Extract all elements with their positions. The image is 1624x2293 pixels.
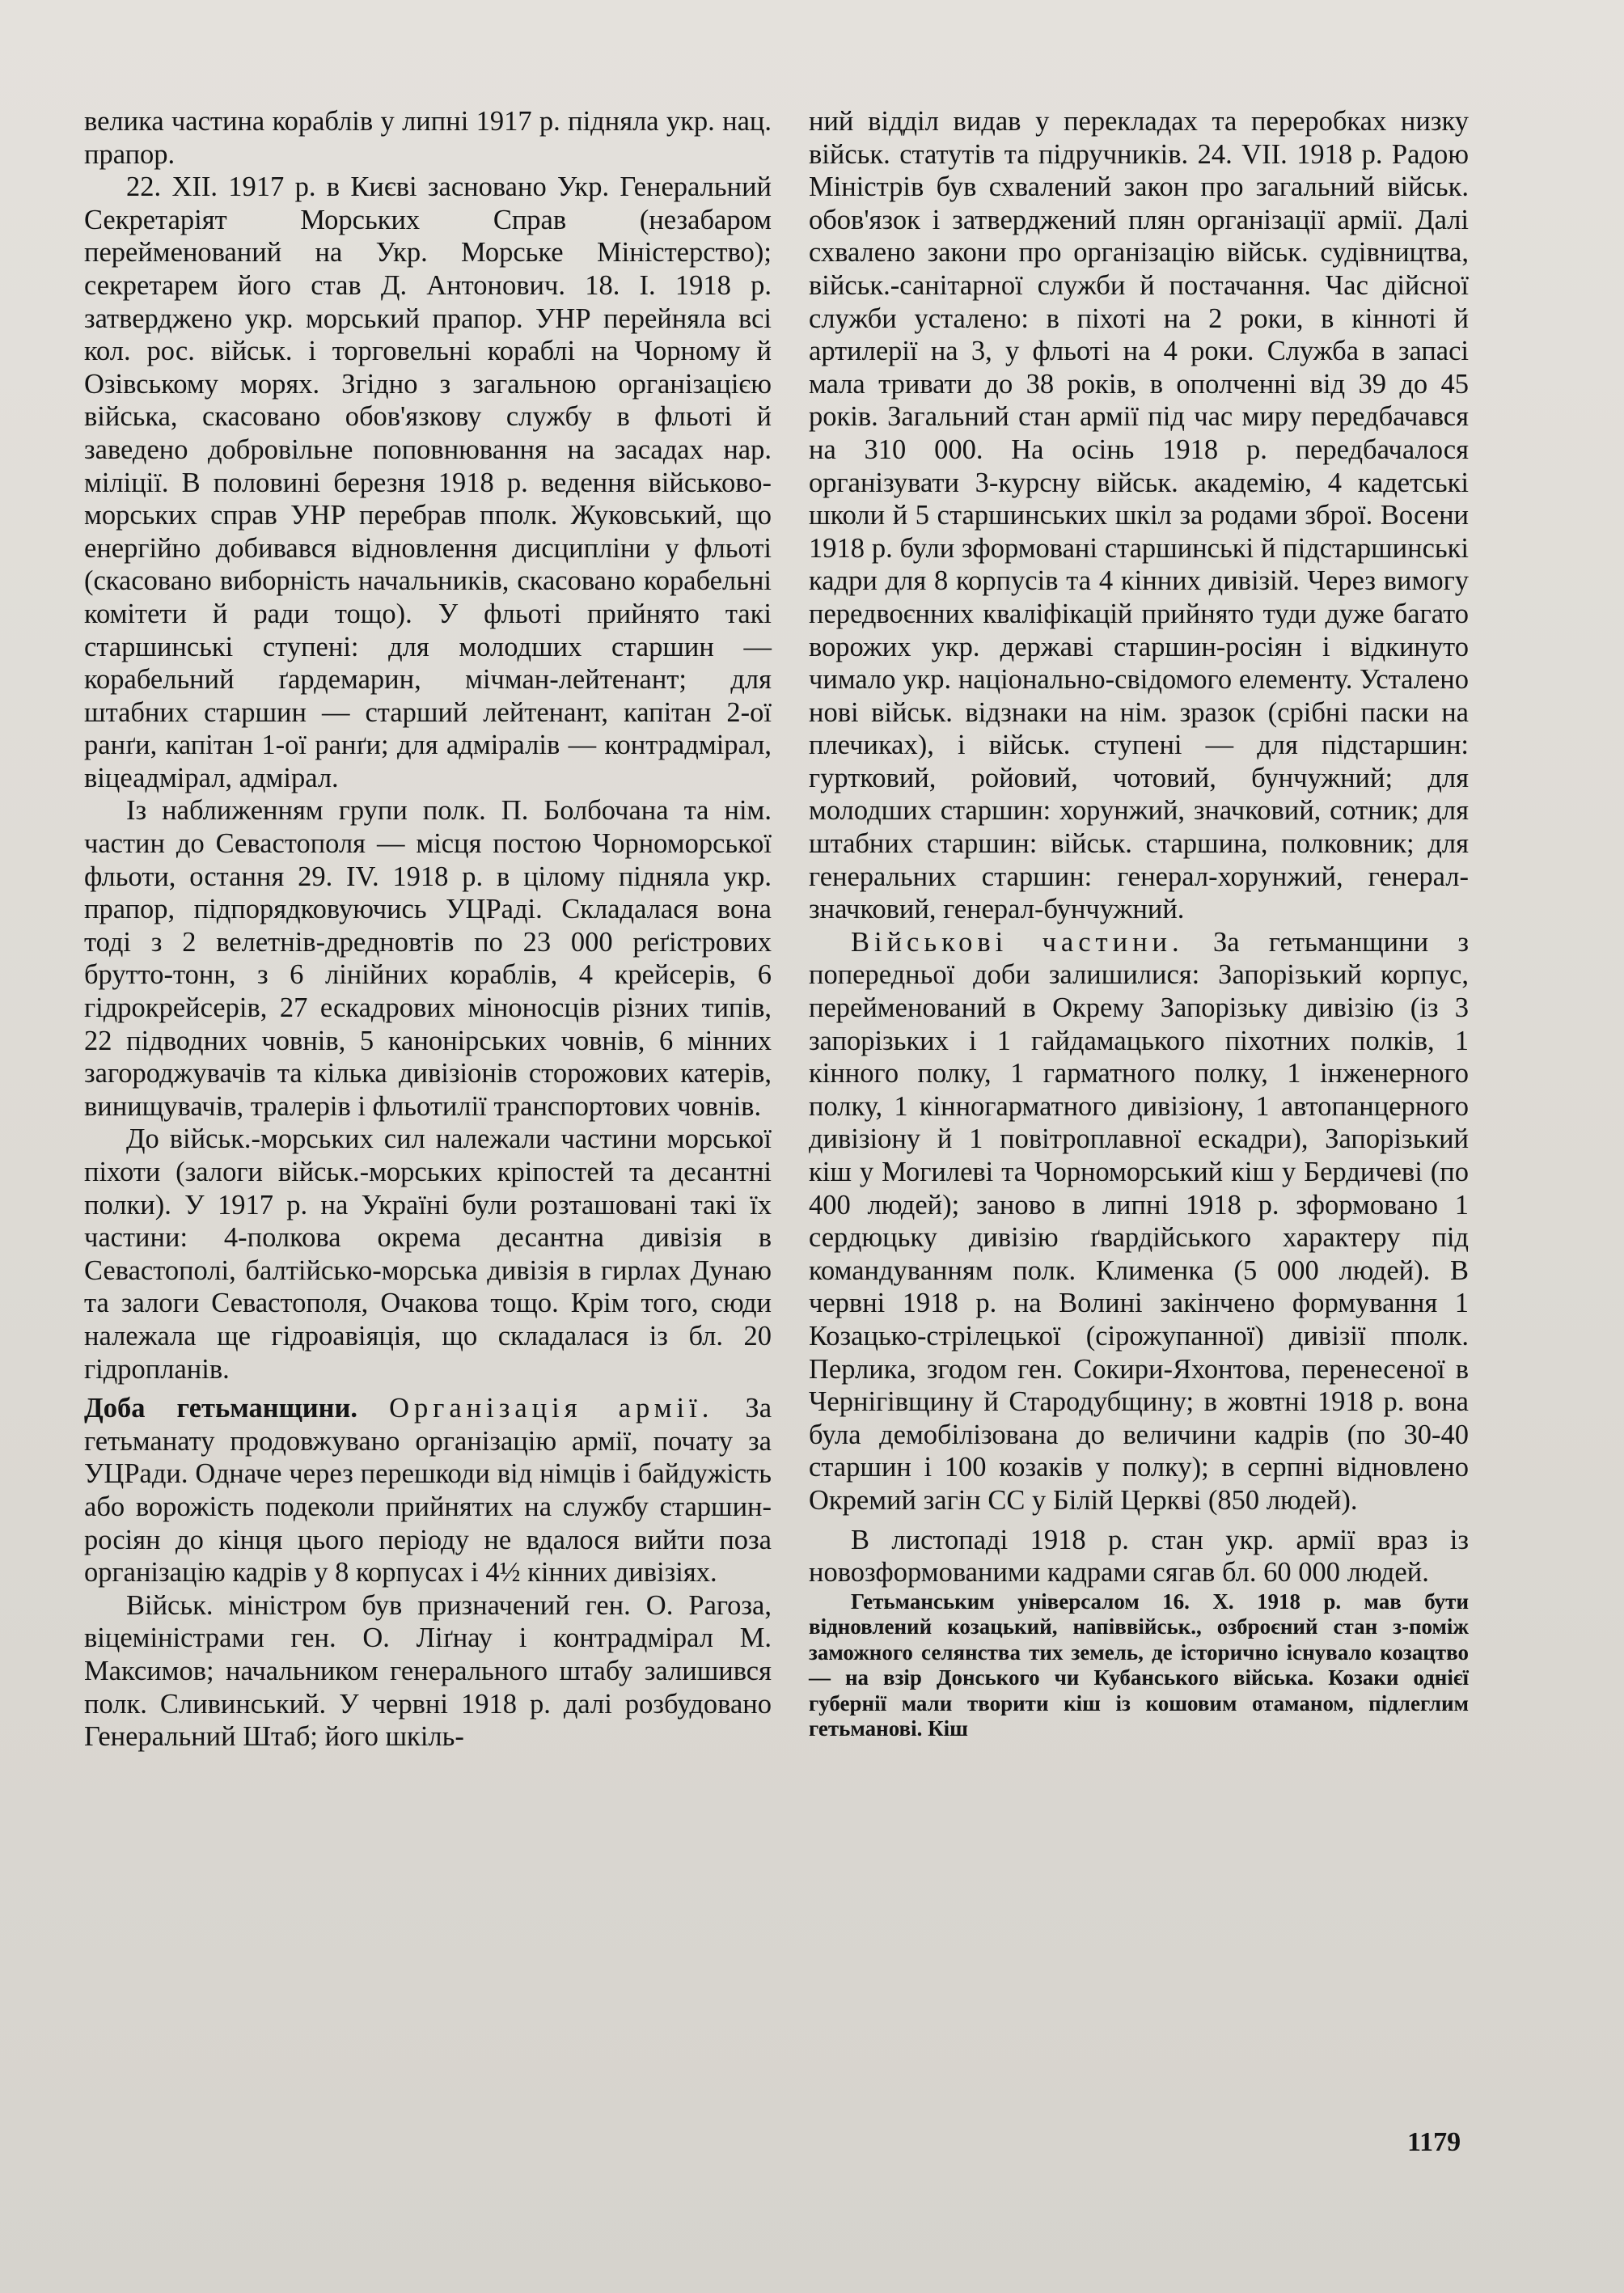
paragraph: Із наближенням групи полк. П. Болбочана та нім. частин до Севастополя — місця постою Чорноморської фльоти, остання 29. IV. 1918 р. в цілому підняла укр. прапор, підпорядковуючись УЦРаді. Складалася вона тоді з 2 велетнів-дредновтів по 23 000 реґістрових брутто-тонн, з 6 лінійних кораблів, 4 крейсерів, 6 гідрокрейсерів, 27 ескадрових міноносців різних типів, 22 підводних човнів, 5 канонірських човнів, 6 мінних загороджувачів та кілька дивізіонів сторожових катерів, винищувачів, тралерів і фльотилії транспортових човнів. [84, 795, 772, 1122]
right-column [809, 105, 1469, 1742]
section-paragraph [809, 926, 1469, 1517]
paragraph: велика частина кораблів у липні 1917 р. підняла укр. нац. прапор. [84, 106, 772, 170]
paragraph: Військ. міністром був призначений ген. О. Рагоза, віцеміністрами ген. О. Ліґнау і контрадмірал М. Максимов; начальником генерального штабу залишився полк. Сливинський. У червні 1918 р. далі розбудовано Генеральний Штаб; його шкіль- [84, 1589, 772, 1753]
paragraph: В листопаді 1918 р. стан укр. армії враз із новозформованими кадрами сягав бл. 60 000 людей. [809, 1524, 1469, 1589]
paragraph: 22. XII. 1917 р. в Києві засновано Укр. Генеральний Секретаріят Морських Справ (незабаром перейменований на Укр. Морське Міністерство); секретарем його став Д. Антонович. 18. I. 1918 р. затверджено укр. морський прапор. УНР перейняла всі кол. рос. військ. і торговельні кораблі на Чорному й Озівському морях. Згідно з загальною організацією війська, скасовано обов'язкову службу в фльоті й заведено добровільне поповнювання на засадах нар. міліції. В половині березня 1918 р. ведення військово-морських справ УНР перебрав пполк. Жуковський, що енергійно добивався відновлення дисципліни у фльоті (скасовано виборність начальників, скасовано корабельні комітети й ради тощо). У фльоті прийнято такі старшинські ступені: для молодших старшин — корабельний ґардемарин, мічман-лейтенант; для штабних старшин — старший лейтенант, капітан 2-ої ранґи, капітан 1-ої ранґи; для адміралів — контрадмірал, віцеадмірал, адмірал. [84, 171, 772, 793]
section-text: За гетьманщини з попередньої доби залишилися: Запорізький корпус, перейменований в Окрему Запорізьку дивізію (із 3 запорізьких і 1 гайдамацького піхотних полків, 1 кінного полку, 1 гарматного полку, 1 інженерного полку, 1 кінногарматного дивізіону, 1 автопанцерного дивізіону й 1 повітроплавної ескадри), Запорізький кіш у Могилеві та Чорноморський кіш у Бердичеві (по 400 людей); заново в липні 1918 р. зформовано 1 сердюцьку дивізію ґвардійського характеру під командуванням полк. Клименка (5 000 людей). В червні 1918 р. на Волині закінчено формування 1 Козацько-стрілецької (сірожупанної) дивізії пполк. Перлика, згодом ген. Сокири-Яхонтова, перенесеної в Чернігівщину й Стародубщину; в жовтні 1918 р. вона була демобілізована до величини кадрів (по 30-40 старшин і 100 козаків у полку); в серпні відновлено Окремий загін СС у Білій Церкві (850 людей). [809, 926, 1469, 1516]
section-paragraph [84, 1392, 772, 1589]
page-number: 1179 [1407, 2127, 1461, 2157]
section-subheading: Військові частини. [851, 926, 1184, 958]
section-heading: Доба гетьманщини. [84, 1393, 358, 1424]
paragraph: ний відділ видав у перекладах та переробках низку військ. статутів та підручників. 24. VII. 1918 р. Радою Міністрів був схвалений закон про загальний військ. обов'язок і затверджений плян організації армії. Далі схвалено закони про організацію військ. судівництва, військ.-санітарної служби й постачання. Час дійсної служби усталено: в піхоті на 2 роки, в кінноті й артилерії на 3, у фльоті на 4 роки. Служба в запасі мала тривати до 38 років, в ополченні від 39 до 45 років. Загальний стан армії під час миру передбачався на 310 000. На осінь 1918 р. передбачалося організувати 3-курсну військ. академію, 4 кадетські школи й 5 старшинських шкіл за родами зброї. Восени 1918 р. були зформовані старшинські й підстаршинські кадри для 8 корпусів та 4 кінних дивізій. Через вимогу передвоєнних кваліфікацій прийнято туди дуже багато ворожих укр. державі старшин-росіян і відкинуто чимало укр. національно-свідомого елементу. Усталено нові військ. відзнаки на нім. зразок (срібні паски на плечиках), і військ. ступені — для підстаршин: гуртковий, ройовий, чотовий, бунчужний; для молодших старшин: хорунжий, значковий, сотник; для штабних старшин: військ. старшина, полковник; для генеральних старшин: генерал-хорунжий, генерал-значковий, генерал-бунчужний. [809, 106, 1469, 925]
footnote: Гетьманським універсалом 16. X. 1918 р. мав бути відновлений козацький, напіввійськ., озброєний стан з-поміж заможного селянства тих земель, де історично існувало козацтво — на взір Донського чи Кубанського війська. Козаки однієї губернії мали творити кіш із кошовим отаманом, підлеглим гетьманові. Кіш [809, 1589, 1469, 1741]
section-text: За гетьманату продовжувано організацію армії, почату за УЦРади. Одначе через перешкоди від німців і байдужість або ворожість подеколи прийнятих на службу старшин-росіян до кінця цього періоду не вдалося вийти поза організацію кадрів у 8 корпусах і 4½ кінних дивізіях. [84, 1393, 772, 1589]
paragraph: До військ.-морських сил належали частини морської піхоти (залоги військ.-морських кріпостей та десантні полки). У 1917 р. на Україні були розташовані такі їх частини: 4-полкова окрема десантна дивізія в Севастополі, балтійсько-морська дивізія в гирлах Дунаю та залоги Севастополя, Очакова тощо. Крім того, сюди належала ще гідроавіяція, що складалася із бл. 20 гідропланів. [84, 1123, 772, 1385]
left-column [84, 105, 772, 1754]
section-subheading: Організація армії. [389, 1393, 714, 1424]
